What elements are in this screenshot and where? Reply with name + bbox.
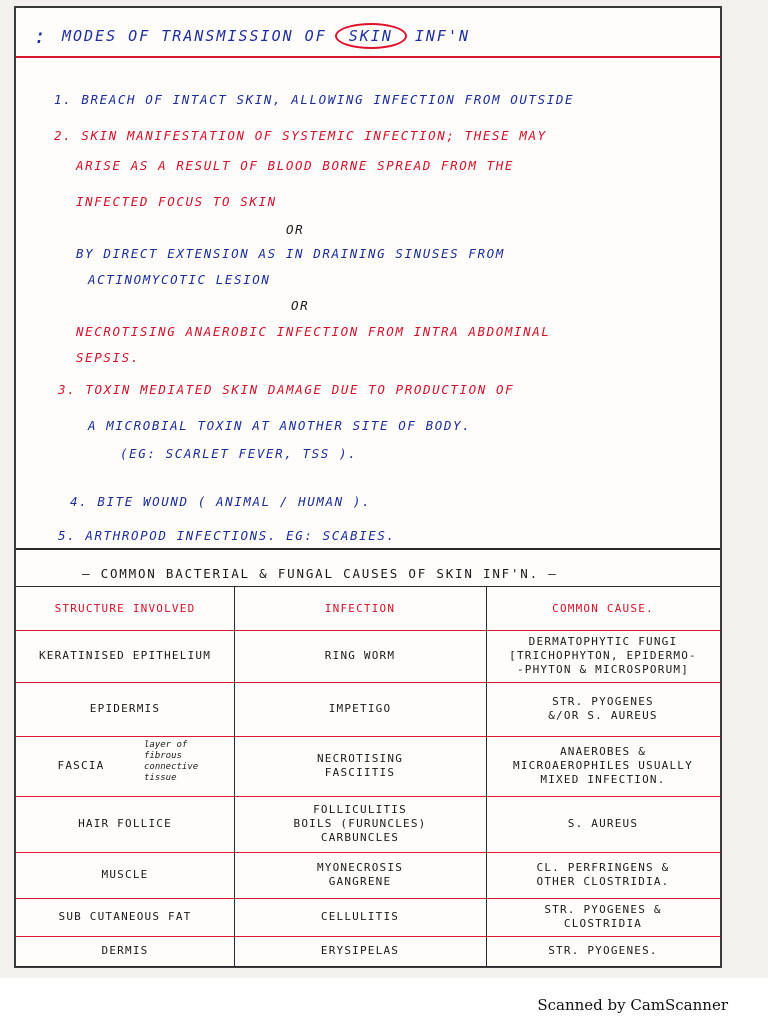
mode-line: NECROTISING ANAEROBIC INFECTION FROM INTRA ABDOMINAL — [76, 324, 551, 339]
structure-cell: HAIR FOLLICE — [78, 817, 172, 830]
infection-cell: CARBUNCLES — [320, 831, 400, 844]
mode-line: 1. BREACH OF INTACT SKIN, ALLOWING INFECTION FROM OUTSIDE — [54, 92, 575, 107]
title-circled-word: SKIN — [335, 23, 407, 49]
mode-line: ACTINOMYCOTIC LESION — [88, 272, 271, 287]
table-header: COMMON CAUSE. — [552, 602, 654, 615]
title-suffix: INF'N — [414, 27, 471, 45]
table-title: — COMMON BACTERIAL & FUNGAL CAUSES OF SKIN INF'N. — — [82, 566, 558, 581]
scanner-watermark: Scanned by CamScanner — [537, 996, 728, 1014]
table-rule — [16, 736, 720, 737]
mode-line: 3. TOXIN MEDIATED SKIN DAMAGE DUE TO PRODUCTION OF — [58, 382, 515, 397]
cause-cell: STR. PYOGENES. — [548, 944, 658, 957]
structure-note: fibrous — [144, 751, 182, 761]
infection-cell: IMPETIGO — [328, 702, 392, 715]
structure-cell: SUB CUTANEOUS FAT — [58, 910, 192, 923]
table-header: STRUCTURE INVOLVED — [54, 602, 196, 615]
cause-cell: OTHER CLOSTRIDIA. — [536, 875, 670, 888]
table-rule — [16, 630, 720, 631]
mode-line: BY DIRECT EXTENSION AS IN DRAINING SINUSES FROM — [76, 246, 505, 261]
cause-cell: STR. PYOGENES — [552, 695, 654, 708]
structure-cell: EPIDERMIS — [89, 702, 161, 715]
mode-line: SEPSIS. — [76, 350, 140, 365]
structure-cell: MUSCLE — [101, 868, 149, 881]
structure-note: tissue — [144, 773, 177, 783]
mode-line: 5. ARTHROPOD INFECTIONS. EG: SCABIES. — [58, 528, 396, 543]
infection-cell: GANGRENE — [328, 875, 392, 888]
cause-cell: MIXED INFECTION. — [540, 773, 666, 786]
structure-note: layer of — [144, 740, 188, 750]
title-divider — [16, 56, 720, 58]
cause-cell: CLOSTRIDIA — [563, 917, 643, 930]
mode-line: A MICROBIAL TOXIN AT ANOTHER SITE OF BODY. — [88, 418, 472, 433]
table-rule — [16, 966, 720, 967]
mode-line: OR — [286, 222, 305, 237]
cause-cell: S. AUREUS — [567, 817, 639, 830]
cause-cell: [TRICHOPHYTON, EPIDERMO- — [509, 649, 697, 662]
table-rule — [16, 936, 720, 937]
structure-cell: KERATINISED EPITHELIUM — [38, 649, 212, 662]
mode-line: 2. SKIN MANIFESTATION OF SYSTEMIC INFECTION; THESE MAY — [54, 128, 547, 143]
table-rule — [16, 586, 720, 587]
infection-cell: FASCIITIS — [324, 766, 396, 779]
table-rule — [16, 682, 720, 683]
table-rule — [16, 796, 720, 797]
structure-cell: FASCIA — [57, 759, 105, 772]
table-header: INFECTION — [324, 602, 396, 615]
page-title — [34, 18, 702, 54]
table-column-rule — [234, 586, 235, 966]
cause-cell: &/OR S. AUREUS — [548, 709, 658, 722]
cause-cell: DERMATOPHYTIC FUNGI — [528, 635, 678, 648]
table-rule — [16, 852, 720, 853]
mode-line: ARISE AS A RESULT OF BLOOD BORNE SPREAD FROM THE — [76, 158, 515, 173]
table-column-rule — [486, 586, 487, 966]
notes-sheet — [14, 6, 722, 968]
mode-line: INFECTED FOCUS TO SKIN — [76, 194, 277, 209]
infection-cell: MYONECROSIS — [316, 861, 404, 874]
infection-cell: FOLLICULITIS — [313, 803, 407, 816]
title-text: MODES OF TRANSMISSION OF — [62, 27, 327, 45]
cause-cell: ANAEROBES & — [559, 745, 647, 758]
mode-line: 4. BITE WOUND ( ANIMAL / HUMAN ). — [70, 494, 372, 509]
mode-line: OR — [291, 298, 310, 313]
cause-cell: -PHYTON & MICROSPORUM] — [516, 663, 690, 676]
infection-cell: NECROTISING — [316, 752, 404, 765]
structure-cell: DERMIS — [101, 944, 149, 957]
cause-cell: MICROAEROPHILES USUALLY — [513, 759, 693, 772]
table-rule — [16, 898, 720, 899]
cause-cell: STR. PYOGENES & — [544, 903, 662, 916]
infection-cell: BOILS (FURUNCLES) — [293, 817, 427, 830]
title-bullet: : — [34, 24, 49, 48]
structure-note: connective — [144, 762, 199, 772]
cause-cell: CL. PERFRINGENS & — [536, 861, 670, 874]
infection-cell: CELLULITIS — [320, 910, 400, 923]
infection-cell: ERYSIPELAS — [320, 944, 400, 957]
mode-line: (EG: SCARLET FEVER, TSS ). — [120, 446, 358, 461]
section-divider — [16, 548, 720, 550]
infection-cell: RING WORM — [324, 649, 396, 662]
